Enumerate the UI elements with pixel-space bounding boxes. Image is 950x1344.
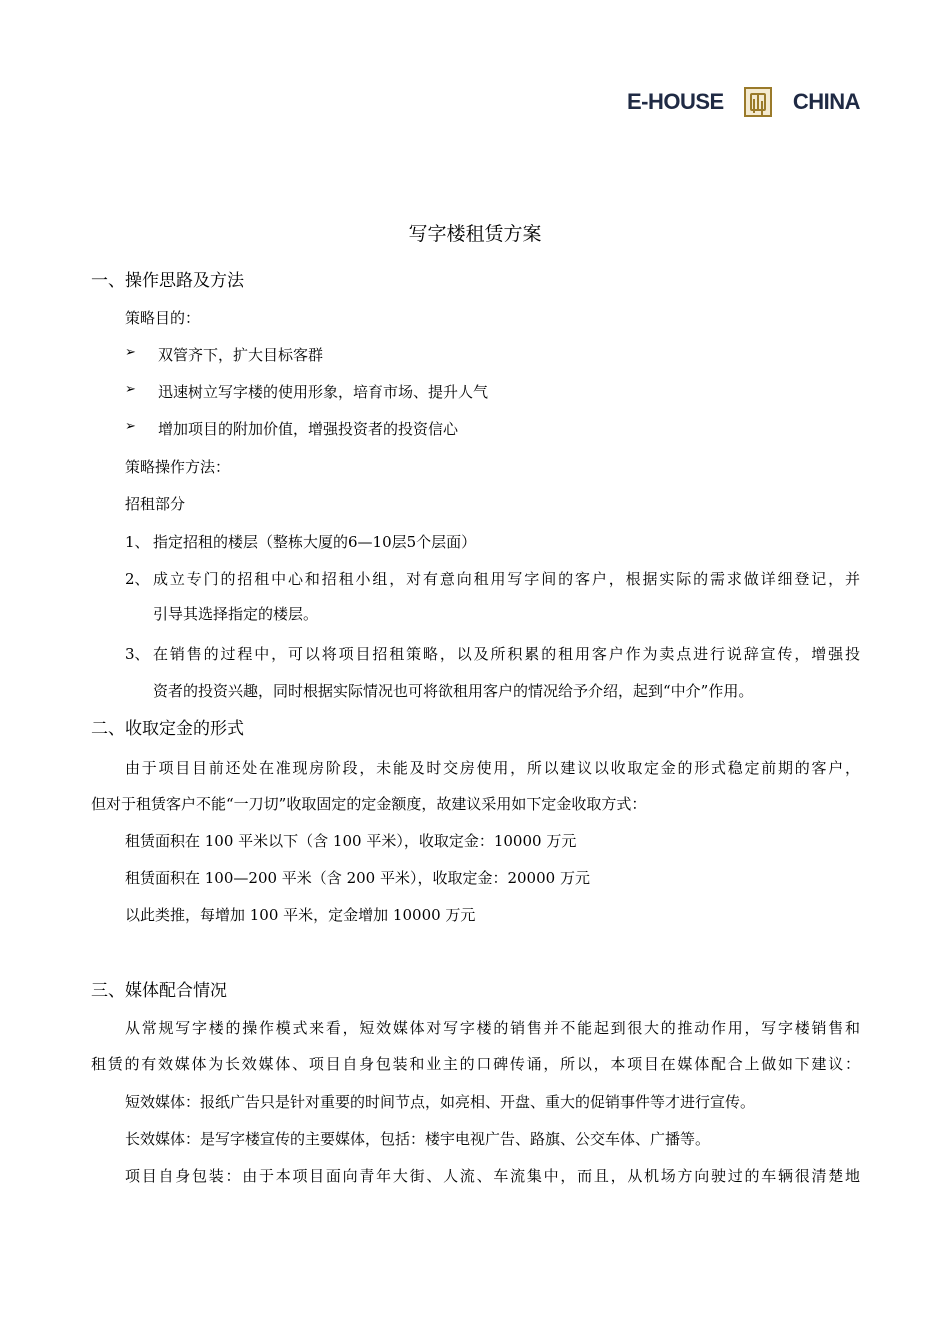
section-1-heading: 一、操作思路及方法 [91, 271, 244, 291]
arrow-bullet-icon: ➢ [125, 382, 136, 397]
document-title: 写字楼租赁方案 [408, 223, 542, 245]
logo-seal-icon [744, 87, 772, 117]
paragraph-line: 从常规写字楼的操作模式来看，短效媒体对写字楼的销售并不能起到很大的推动作用，写字楼销售和 [125, 1019, 860, 1037]
bullet-item: 增加项目的附加价值，增强投资者的投资信心 [158, 420, 459, 438]
deposit-rule: 租赁面积在 100—200 平米（含 200 平米），收取定金：20000 万元 [125, 869, 590, 887]
section-2-heading: 二、收取定金的形式 [91, 719, 244, 739]
deposit-rule: 以此类推，每增加 100 平米，定金增加 10000 万元 [125, 906, 476, 924]
section-3-heading: 三、媒体配合情况 [91, 981, 227, 1001]
arrow-bullet-icon: ➢ [125, 345, 136, 360]
item-number: 2、 [125, 570, 150, 588]
logo-text-left: E-HOUSE [627, 88, 724, 114]
short-media-text: 短效媒体：报纸广告只是针对重要的时间节点，如亮相、开盘、重大的促销事件等才进行宣传。 [125, 1093, 756, 1111]
numbered-item-continued: 引导其选择指定的楼层。 [153, 605, 319, 623]
logo-text-right: CHINA [792, 88, 860, 114]
paragraph-line: 由于项目目前还处在准现房阶段，未能及时交房使用，所以建议以收取定金的形式稳定前期的客户， [125, 759, 860, 777]
arrow-bullet-icon: ➢ [125, 419, 136, 434]
item-number: 1、 [125, 533, 150, 551]
paragraph-line: 但对于租赁客户不能“一刀切”收取固定的定金额度，故建议采用如下定金收取方式： [91, 795, 647, 813]
strategy-goal-label: 策略目的： [125, 309, 201, 327]
method-label: 策略操作方法： [125, 458, 231, 476]
packaging-text: 项目自身包装：由于本项目面向青年大街、人流、车流集中，而且，从机场方向驶过的车辆很清楚地 [125, 1167, 860, 1185]
company-logo [627, 85, 860, 118]
item-number: 3、 [125, 645, 150, 663]
numbered-item: 成立专门的招租中心和招租小组，对有意向租用写字间的客户，根据实际的需求做详细登记，并 [153, 570, 860, 588]
bullet-item: 双管齐下，扩大目标客群 [158, 346, 324, 364]
bullet-item: 迅速树立写字楼的使用形象，培育市场、提升人气 [158, 383, 489, 401]
numbered-item: 指定招租的楼层（整栋大厦的6—10层5个层面） [153, 533, 477, 551]
leasing-label: 招租部分 [125, 495, 186, 513]
deposit-rule: 租赁面积在 100 平米以下（含 100 平米），收取定金：10000 万元 [125, 832, 577, 850]
numbered-item: 在销售的过程中，可以将项目招租策略，以及所积累的租用客户作为卖点进行说辞宣传，增强投 [153, 645, 860, 663]
numbered-item-continued: 资者的投资兴趣，同时根据实际情况也可将欲租用客户的情况给予介绍，起到“中介”作用。 [153, 682, 754, 700]
long-media-text: 长效媒体：是写字楼宣传的主要媒体，包括：楼宇电视广告、路旗、公交车体、广播等。 [125, 1130, 711, 1148]
paragraph-line: 租赁的有效媒体为长效媒体、项目自身包装和业主的口碑传诵，所以，本项目在媒体配合上做如下建议： [91, 1055, 860, 1073]
